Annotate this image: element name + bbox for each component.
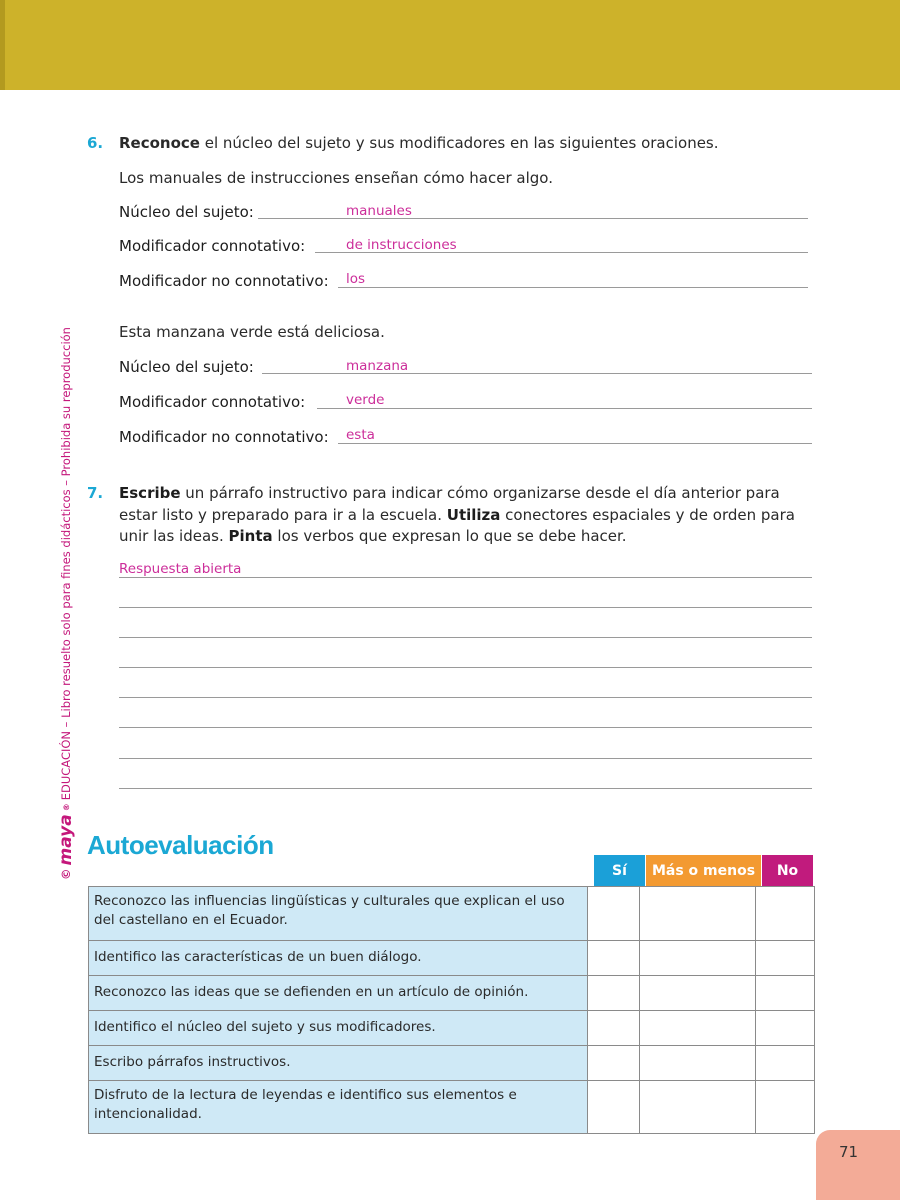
self-evaluation-title: Autoevaluación <box>87 830 274 860</box>
checkbox-no[interactable] <box>756 887 814 940</box>
writing-line <box>119 577 812 578</box>
writing-line <box>119 788 812 789</box>
question-7-verb-escribe: Escribe <box>119 484 181 502</box>
top-color-band <box>0 0 900 90</box>
nucleus-answer-2: manzana <box>346 358 409 374</box>
question-7-text-2: conectores espaciales y de orden para unir las ideas. <box>119 505 795 545</box>
checkbox-mas-o-menos[interactable] <box>640 887 756 940</box>
checkbox-no[interactable] <box>756 941 814 975</box>
answer-line <box>262 373 812 374</box>
registered-mark: ® <box>61 803 71 812</box>
checkbox-mas-o-menos[interactable] <box>640 1011 756 1045</box>
criterion-text: Identifico las características de un buen diálogo. <box>89 941 588 975</box>
nucleus-label-1: Núcleo del sujeto: <box>119 203 254 221</box>
top-band-edge <box>0 0 5 90</box>
brand-logo-text: maya <box>56 814 76 866</box>
question-6-verb: Reconoce <box>119 134 200 152</box>
non-modifier-label-1: Modificador no connotativo: <box>119 272 329 290</box>
sidenote-text: EDUCACIÓN – Libro resuelto solo para fines didácticos – Prohibida su reproducción <box>59 327 73 801</box>
answer-line <box>338 287 808 288</box>
table-row <box>89 887 814 941</box>
checkbox-mas-o-menos[interactable] <box>640 1081 756 1133</box>
table-row <box>89 1046 814 1081</box>
table-row <box>89 941 814 976</box>
modifier-label-2: Modificador connotativo: <box>119 393 306 411</box>
checkbox-no[interactable] <box>756 1046 814 1080</box>
writing-line <box>119 758 812 759</box>
criterion-text: Identifico el núcleo del sujeto y sus modificadores. <box>89 1011 588 1045</box>
sentence-2: Esta manzana verde está deliciosa. <box>119 323 385 341</box>
question-6-number: 6. <box>87 134 104 152</box>
checkbox-si[interactable] <box>588 941 640 975</box>
header-no: No <box>762 855 813 886</box>
checkbox-mas-o-menos[interactable] <box>640 976 756 1010</box>
checkbox-no[interactable] <box>756 976 814 1010</box>
writing-line <box>119 667 812 668</box>
question-6-prompt <box>119 134 719 152</box>
table-row <box>89 976 814 1011</box>
checkbox-si[interactable] <box>588 1011 640 1045</box>
copyright-symbol: © <box>59 868 73 880</box>
criterion-text: Disfruto de la lectura de leyendas e identifico sus elementos e intencionalidad. <box>89 1081 588 1133</box>
modifier-answer-2: verde <box>346 392 385 408</box>
modifier-answer-1: de instrucciones <box>346 237 457 253</box>
header-si: Sí <box>594 855 645 886</box>
question-7-verb-utiliza: Utiliza <box>446 505 501 524</box>
question-7-prompt <box>119 483 819 548</box>
question-6-rest: el núcleo del sujeto y sus modificadores en las siguientes oraciones. <box>199 134 719 152</box>
answer-line <box>258 218 808 219</box>
question-7-verb-pinta: Pinta <box>228 527 273 545</box>
criterion-text: Reconozco las ideas que se defienden en un artículo de opinión. <box>89 976 588 1010</box>
page-number-tab <box>816 1130 900 1200</box>
header-mas-o-menos: Más o menos <box>646 855 761 886</box>
question-7-answer: Respuesta abierta <box>119 561 242 577</box>
nucleus-label-2: Núcleo del sujeto: <box>119 358 254 376</box>
copyright-sidenote <box>56 320 76 880</box>
checkbox-mas-o-menos[interactable] <box>640 941 756 975</box>
self-evaluation-table <box>88 886 815 1134</box>
nucleus-answer-1: manuales <box>346 203 412 219</box>
checkbox-no[interactable] <box>756 1011 814 1045</box>
page-number: 71 <box>839 1143 859 1161</box>
checkbox-si[interactable] <box>588 1046 640 1080</box>
writing-line <box>119 727 812 728</box>
answer-line <box>317 408 812 409</box>
writing-line <box>119 607 812 608</box>
sentence-1: Los manuales de instrucciones enseñan cómo hacer algo. <box>119 169 553 187</box>
checkbox-si[interactable] <box>588 887 640 940</box>
modifier-label-1: Modificador connotativo: <box>119 237 306 255</box>
table-row <box>89 1011 814 1046</box>
checkbox-si[interactable] <box>588 976 640 1010</box>
non-modifier-label-2: Modificador no connotativo: <box>119 428 329 446</box>
checkbox-no[interactable] <box>756 1081 814 1133</box>
criterion-text: Escribo párrafos instructivos. <box>89 1046 588 1080</box>
checkbox-mas-o-menos[interactable] <box>640 1046 756 1080</box>
criterion-text: Reconozco las influencias lingüísticas y culturales que explican el uso del castellano en el Ecuador. <box>89 887 588 940</box>
question-7-text-3: los verbos que expresan lo que se debe hacer. <box>272 527 627 545</box>
non-modifier-answer-2: esta <box>346 427 375 443</box>
table-row <box>89 1081 814 1133</box>
checkbox-si[interactable] <box>588 1081 640 1133</box>
non-modifier-answer-1: los <box>346 271 366 287</box>
answer-line <box>338 443 812 444</box>
question-7-text-1: un párrafo instructivo para indicar cómo organizarse desde el día anterior para estar listo y preparado para ir a la escuela. <box>119 484 780 524</box>
question-7-number: 7. <box>87 484 104 502</box>
writing-line <box>119 637 812 638</box>
writing-line <box>119 697 812 698</box>
